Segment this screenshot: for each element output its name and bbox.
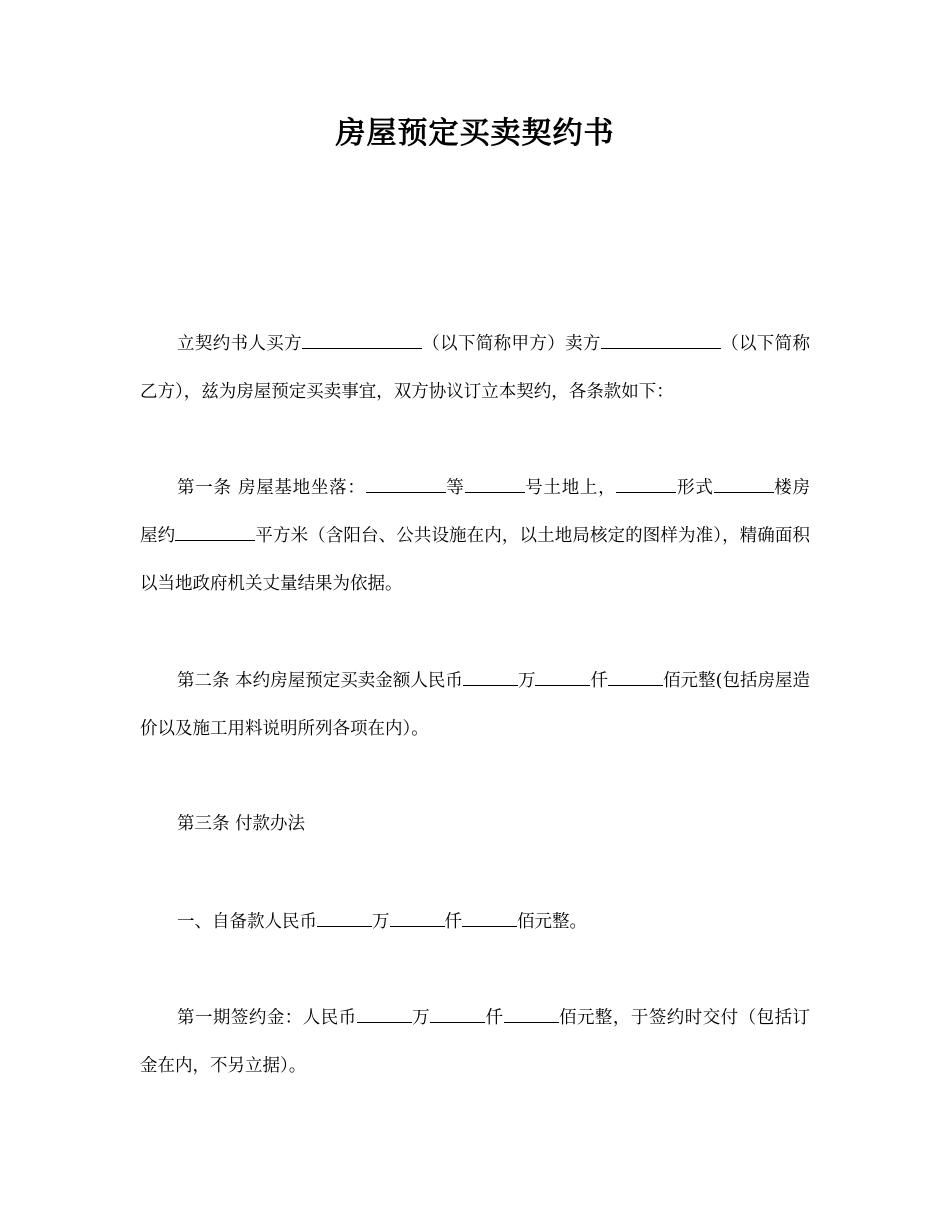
self-fund-bai-blank — [462, 909, 517, 927]
item-1-text-1: 一、自备款人民币 — [177, 912, 317, 932]
article-1-text-3: 号土地上， — [524, 478, 617, 498]
area-blank — [175, 523, 255, 541]
amount-wan-blank — [463, 668, 518, 686]
article-1-paragraph — [140, 464, 810, 608]
amount-qian-blank — [535, 668, 590, 686]
article-2-text-3: 仟 — [590, 671, 609, 691]
document-title: 房屋预定买卖契约书 — [335, 116, 615, 151]
installment-1-paragraph — [140, 994, 810, 1090]
deposit-bai-blank — [504, 1005, 559, 1023]
deposit-wan-blank — [357, 1005, 412, 1023]
buyer-blank — [302, 331, 422, 349]
self-fund-wan-blank — [317, 909, 372, 927]
self-fund-qian-blank — [390, 909, 445, 927]
article-1-text-1: 第一条 房屋基地坐落： — [177, 478, 366, 498]
article-3-heading: 第三条 付款办法 — [177, 814, 306, 834]
installment-1-text-4: 佰元整，于签约时交付（包括订金在内，不另立据）。 — [140, 1008, 811, 1076]
article-2-text-2: 万 — [517, 671, 536, 691]
article-1-text-5: 楼房屋约 — [140, 478, 811, 546]
intro-text-1: 立契约书人买方 — [177, 334, 302, 354]
installment-1-text-3: 仟 — [485, 1008, 504, 1028]
intro-text-2: （以下简称甲方）卖方 — [421, 334, 601, 354]
article-1-text-6: 平方米（含阳台、公共设施在内，以土地局核定的图样为准），精确面积以当地政府机关丈量结果为依据。 — [140, 526, 811, 594]
item-1-text-3: 仟 — [444, 912, 462, 932]
form-blank — [616, 475, 676, 493]
article-2-text-4: 佰元整(包括房屋造价以及施工用料说明所列各项在内）。 — [140, 671, 811, 739]
article-1-text-2: 等 — [445, 478, 465, 498]
article-1-text-4: 形式 — [676, 478, 714, 498]
lot-number-blank — [465, 475, 525, 493]
amount-bai-blank — [608, 668, 663, 686]
article-2-text-1: 第二条 本约房屋预定买卖金额人民币 — [177, 671, 463, 691]
intro-paragraph — [140, 320, 810, 416]
deposit-qian-blank — [430, 1005, 485, 1023]
item-1-text-4: 佰元整。 — [517, 912, 587, 932]
location-blank — [366, 475, 446, 493]
article-2-paragraph — [140, 657, 810, 753]
installment-1-text-1: 第一期签约金：人民币 — [177, 1008, 357, 1028]
installment-1-text-2: 万 — [411, 1008, 431, 1028]
seller-blank — [601, 331, 721, 349]
item-1-text-2: 万 — [372, 912, 390, 932]
floor-blank — [714, 475, 774, 493]
intro-text-3: （以下简称乙方），兹为房屋预定买卖事宜，双方协议订立本契约，各条款如下： — [140, 334, 811, 402]
item-1-paragraph — [140, 898, 810, 946]
